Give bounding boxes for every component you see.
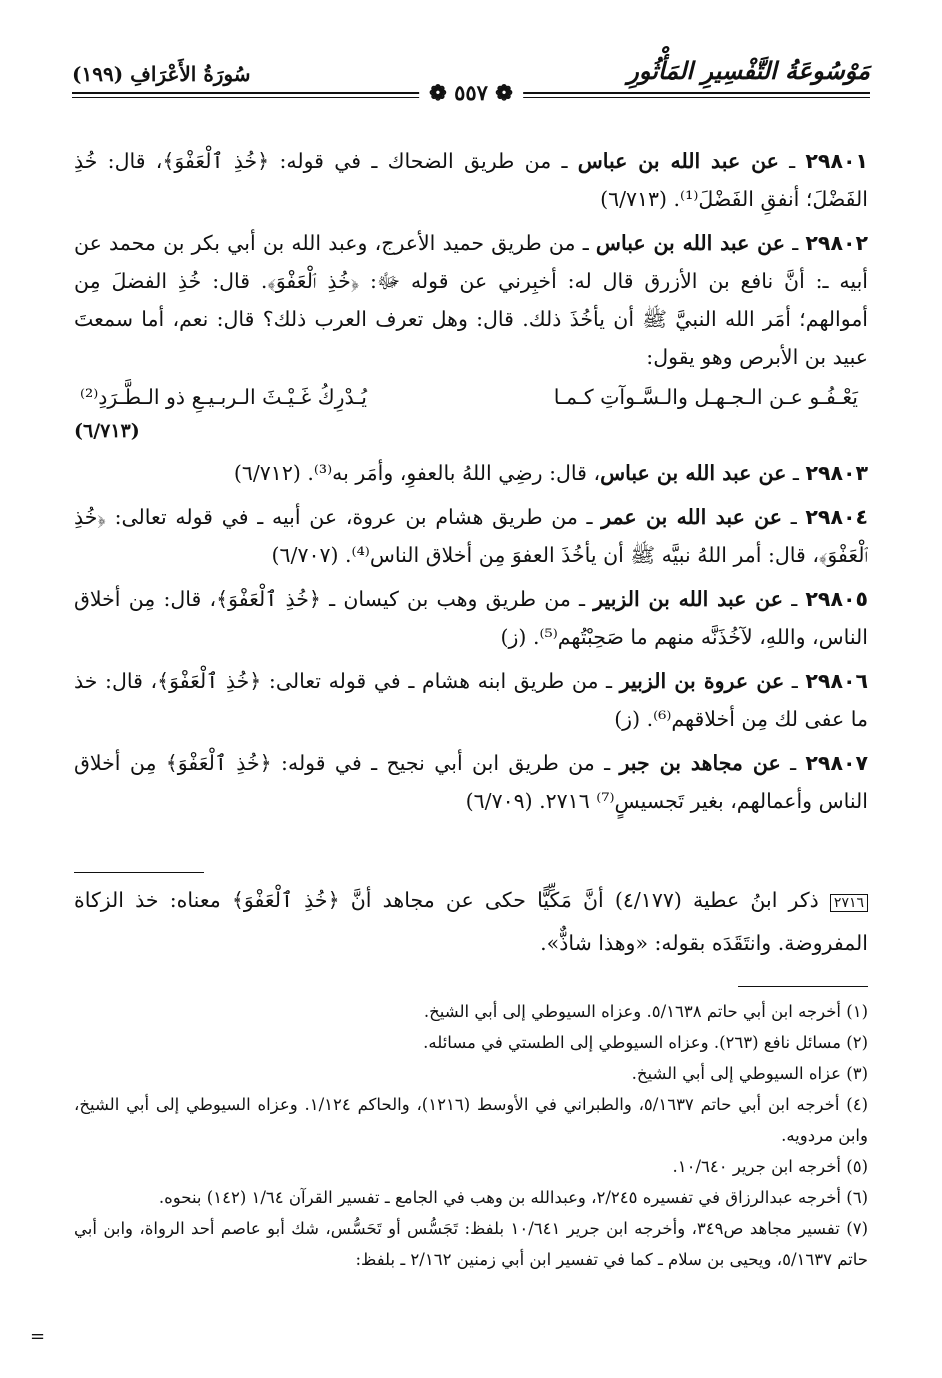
- entry: ٢٩٨٠١ ـ عن عبد الله بن عباس ـ من طريق الضحاك ـ في قوله: ﴿خُذِ ٱلْعَفْوَ﴾، قال: خُذِ الفَضْلَ؛ أنفقِ الفَضْلَ⁽¹⁾. (٦/٧١٣): [74, 149, 868, 211]
- verse-second-hemistich: يُـدْرِكُ غَـيْـثَ الـربـيـعِ ذو الـطَّـرَدِ⁽²⁾: [80, 385, 367, 409]
- commentary: [74, 880, 868, 963]
- footnote: (٦) أخرجه عبدالرزاق في تفسيره ٢/٢٤٥، وعبدالله بن وهب في الجامع ـ تفسير القرآن ١/٦٤ (١٤٢) بنحوه.: [158, 1188, 868, 1207]
- running-header: [72, 48, 870, 118]
- entry: ٢٩٨٠٢ ـ عن عبد الله بن عباس ـ من طريق حميد الأعرج، وعبد الله بن أبي بكر بن محمد عن أبيه ـ: أنَّ نافع بن الأزرق قال له: أخبِرني عن قوله ﷻ: ﴿خُذِ ٱلْعَفْوَ﴾. قال: خُذِ الفضلَ مِن أموالهم؛ أمَر الله النبيَّ ﷺ أن يأخُذَ ذلك. قال: وهل تعرف العرب ذلك؟ قال: نعم، أما سمعتَ عبيد بن الأبرص وهو يقول:: [74, 231, 868, 369]
- footnote: (٧) تفسير مجاهد ص٣٤٩، وأخرجه ابن جرير ١٠/٦٤١ بلفظ: تَجَسُّس أو تَحَسُّس، شك أبو عاصم أحد الرواة، وابن أبي حاتم ٥/١٦٣٧، ويحيى بن سلام ـ كما في تفسير ابن أبي زمنين ٢/١٦٢ ـ بلفظ:: [74, 1219, 868, 1269]
- footnote: (٤) أخرجه ابن أبي حاتم ٥/١٦٣٧، والطبراني في الأوسط (١٢١٦)، والحاكم ١/١٢٤. وعزاه السيوطي إلى أبي الشيخ، وابن مردويه.: [74, 1095, 868, 1145]
- commentary-number: ٢٧١٦: [830, 894, 868, 912]
- continuation-mark: =: [30, 1326, 46, 1347]
- commentary-text: ذكر ابنُ عطية (٤/١٧٧) أنَّ مَكِّيًّا حكى عن مجاهد أنَّ ﴿خُذِ ٱلْعَفْوَ﴾ معناه: خذ الزكاة المفروضة. وانتَقَدَه بقوله: «وهذا شاذٌّ».: [74, 888, 868, 955]
- footnote: (٣) عزاه السيوطي إلى أبي الشيخ.: [631, 1064, 868, 1083]
- entry: ٢٩٨٠٣ ـ عن عبد الله بن عباس، قال: رضِي اللهُ بالعفوِ، وأمَر به⁽³⁾. (٦/٧١٢): [233, 461, 868, 485]
- verse-reference: (٦/٧١٣): [74, 420, 140, 442]
- footnote: (٢) مسائل نافع (٢٦٣). وعزاه السيوطي إلى الطستي في مسائله.: [423, 1033, 868, 1052]
- entry: ٢٩٨٠٥ ـ عن عبد الله بن الزبير ـ من طريق وهب بن كيسان ـ ﴿خُذِ ٱلْعَفْوَ﴾، قال: مِن أخلاق الناس، واللهِ، لآخُذَنَّه منهم ما صَحِبْتُهم⁽⁵⁾. (ز): [74, 587, 868, 649]
- footnote: (١) أخرجه ابن أبي حاتم ٥/١٦٣٨. وعزاه السيوطي إلى أبي الشيخ.: [423, 1002, 868, 1021]
- footnotes: [74, 996, 868, 1275]
- commentary-separator: [74, 872, 204, 873]
- poetry-verse: [74, 378, 868, 416]
- footnote-separator: [738, 986, 868, 987]
- page-number: ❁ ٥٥٧ ❁: [419, 80, 523, 105]
- series-title: مَوْسُوعَةُ التَّفْسِيرِ المَأْثُورِ: [627, 56, 870, 85]
- entry: ٢٩٨٠٤ ـ عن عبد الله بن عمر ـ من طريق هشام بن عروة، عن أبيه ـ في قوله تعالى: ﴿خُذِ ٱلْعَفْوَ﴾، قال: أمر اللهُ نبيَّه ﷺ أن يأخُذَ العفوَ مِن أخلاق الناس⁽⁴⁾. (٦/٧٠٧): [74, 505, 868, 567]
- footnote: (٥) أخرجه ابن جرير ١٠/٦٤٠.: [672, 1157, 868, 1176]
- surah-label: سُورَةُ الأَعْرَافِ (١٩٩): [72, 62, 251, 86]
- entry: ٢٩٨٠٧ ـ عن مجاهد بن جبر ـ من طريق ابن أبي نجيح ـ في قوله: ﴿خُذِ ٱلْعَفْوَ﴾ مِن أخلاق الناس وأعمالهم، بغير تَجسيسٍ⁽⁷⁾ ٢٧١٦. (٦/٧٠٩): [74, 751, 868, 813]
- main-text: [74, 142, 868, 826]
- entry: ٢٩٨٠٦ ـ عن عروة بن الزبير ـ من طريق ابنه هشام ـ في قوله تعالى: ﴿خُذِ ٱلْعَفْوَ﴾، قال: خذ ما عفى لك مِن أخلاقهم⁽⁶⁾. (ز): [74, 669, 868, 731]
- verse-first-hemistich: يَعْـفُـو عـن الـجـهـل والـسَّـوآتِ كـمـا: [553, 385, 858, 409]
